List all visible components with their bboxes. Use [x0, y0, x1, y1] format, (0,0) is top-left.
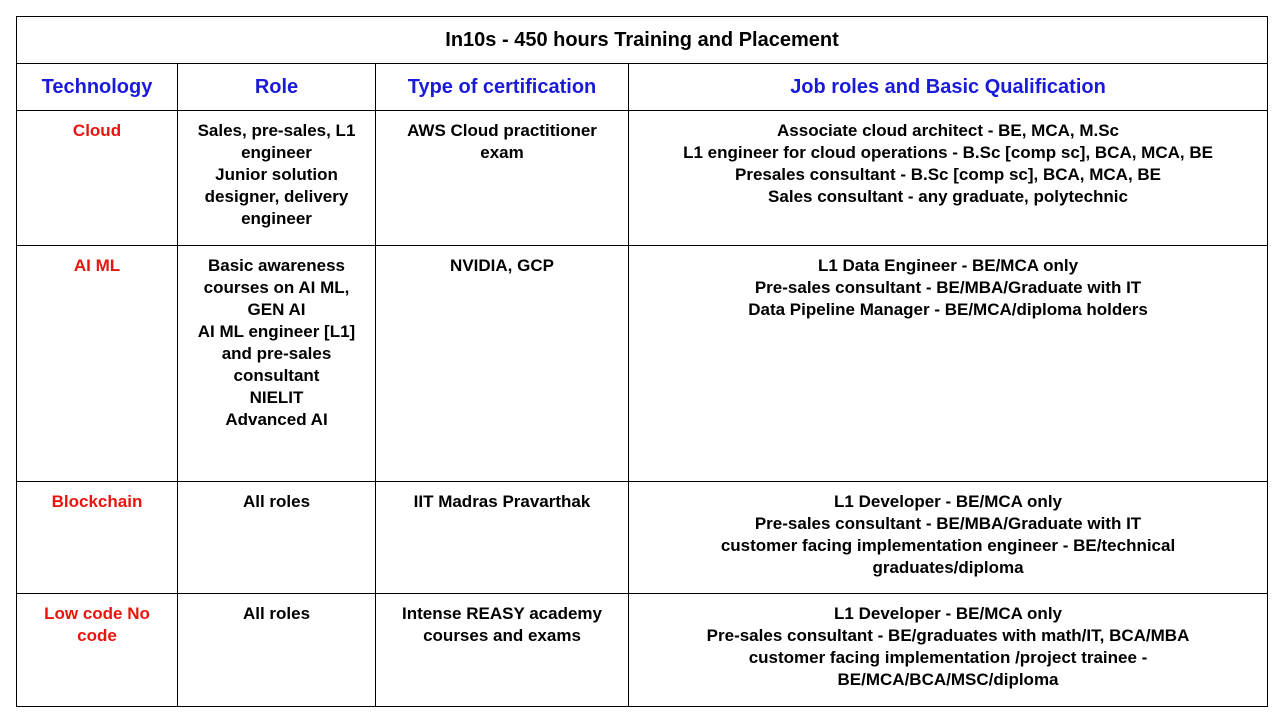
- role-line: Advanced AI: [225, 410, 328, 429]
- table-row: [17, 594, 1268, 707]
- role-line: courses on AI ML,: [203, 278, 350, 297]
- certification-cell: [376, 482, 629, 594]
- role-line: NIELIT: [249, 388, 304, 407]
- job-line: L1 Developer - BE/MCA only: [834, 492, 1062, 511]
- technology-cell: [17, 246, 178, 482]
- table-title: In10s - 450 hours Training and Placement: [17, 17, 1268, 64]
- certification-cell: [376, 594, 629, 707]
- table-row: [17, 246, 1268, 482]
- job-line: customer facing implementation /project trainee -: [748, 648, 1148, 667]
- technology-cell: [17, 594, 178, 707]
- role-line: All roles: [242, 492, 311, 511]
- technology-cell: [17, 111, 178, 246]
- role-cell: [178, 594, 376, 707]
- title-row: [17, 17, 1268, 64]
- job-line: Presales consultant - B.Sc [comp sc], BCA, MCA, BE: [734, 165, 1162, 184]
- header-role: Role: [178, 64, 376, 111]
- table-row: [17, 482, 1268, 594]
- role-cell: [178, 111, 376, 246]
- certification-line: courses and exams: [423, 626, 581, 645]
- job-line: L1 engineer for cloud operations - B.Sc [comp sc], BCA, MCA, BE: [683, 143, 1213, 162]
- job-line: Associate cloud architect - BE, MCA, M.Sc: [777, 121, 1119, 140]
- certification-line: Intense REASY academy: [402, 604, 602, 623]
- header-row: [17, 64, 1268, 111]
- jobs-cell: [629, 246, 1268, 482]
- job-line: L1 Developer - BE/MCA only: [834, 604, 1062, 623]
- role-line: consultant: [233, 366, 320, 385]
- technology-label-line: Low code No: [44, 604, 150, 623]
- training-table: [16, 16, 1268, 707]
- role-line: engineer: [241, 143, 312, 162]
- header-certification: Type of certification: [376, 64, 629, 111]
- header-jobs: Job roles and Basic Qualification: [629, 64, 1268, 111]
- certification-cell: [376, 111, 629, 246]
- role-line: All roles: [242, 604, 311, 623]
- certification-line: AWS Cloud practitioner: [407, 121, 597, 140]
- job-line: BE/MCA/BCA/MSC/diploma: [837, 670, 1059, 689]
- job-line: graduates/diploma: [872, 558, 1024, 577]
- header-technology: Technology: [17, 64, 178, 111]
- job-line: Data Pipeline Manager - BE/MCA/diploma holders: [748, 300, 1148, 319]
- technology-label: Blockchain: [51, 492, 143, 511]
- role-line: GEN AI: [247, 300, 306, 319]
- technology-label: Cloud: [72, 121, 122, 140]
- table-row: [17, 111, 1268, 246]
- role-line: AI ML engineer [L1]: [197, 322, 356, 341]
- role-line: and pre-sales: [221, 344, 332, 363]
- certification-line: exam: [480, 143, 524, 162]
- certification-line: NVIDIA, GCP: [450, 256, 554, 275]
- job-line: L1 Data Engineer - BE/MCA only: [817, 256, 1079, 275]
- technology-label: AI ML: [73, 256, 121, 275]
- job-line: Pre-sales consultant - BE/graduates with math/IT, BCA/MBA: [706, 626, 1190, 645]
- jobs-cell: [629, 111, 1268, 246]
- certification-line: IIT Madras Pravarthak: [413, 492, 591, 511]
- role-cell: [178, 482, 376, 594]
- role-line: Junior solution: [215, 165, 338, 184]
- job-line: Pre-sales consultant - BE/MBA/Graduate with IT: [754, 278, 1142, 297]
- certification-cell: [376, 246, 629, 482]
- jobs-cell: [629, 482, 1268, 594]
- jobs-cell: [629, 594, 1268, 707]
- job-line: Pre-sales consultant - BE/MBA/Graduate with IT: [754, 514, 1142, 533]
- role-cell: [178, 246, 376, 482]
- role-line: Sales, pre-sales, L1: [197, 121, 356, 140]
- job-line: customer facing implementation engineer - BE/technical: [720, 536, 1176, 555]
- role-line: designer, delivery: [204, 187, 349, 206]
- role-line: engineer: [241, 209, 312, 228]
- technology-label-line: code: [77, 626, 117, 645]
- job-line: Sales consultant - any graduate, polytechnic: [768, 187, 1128, 206]
- role-line: Basic awareness: [207, 256, 346, 275]
- technology-cell: [17, 482, 178, 594]
